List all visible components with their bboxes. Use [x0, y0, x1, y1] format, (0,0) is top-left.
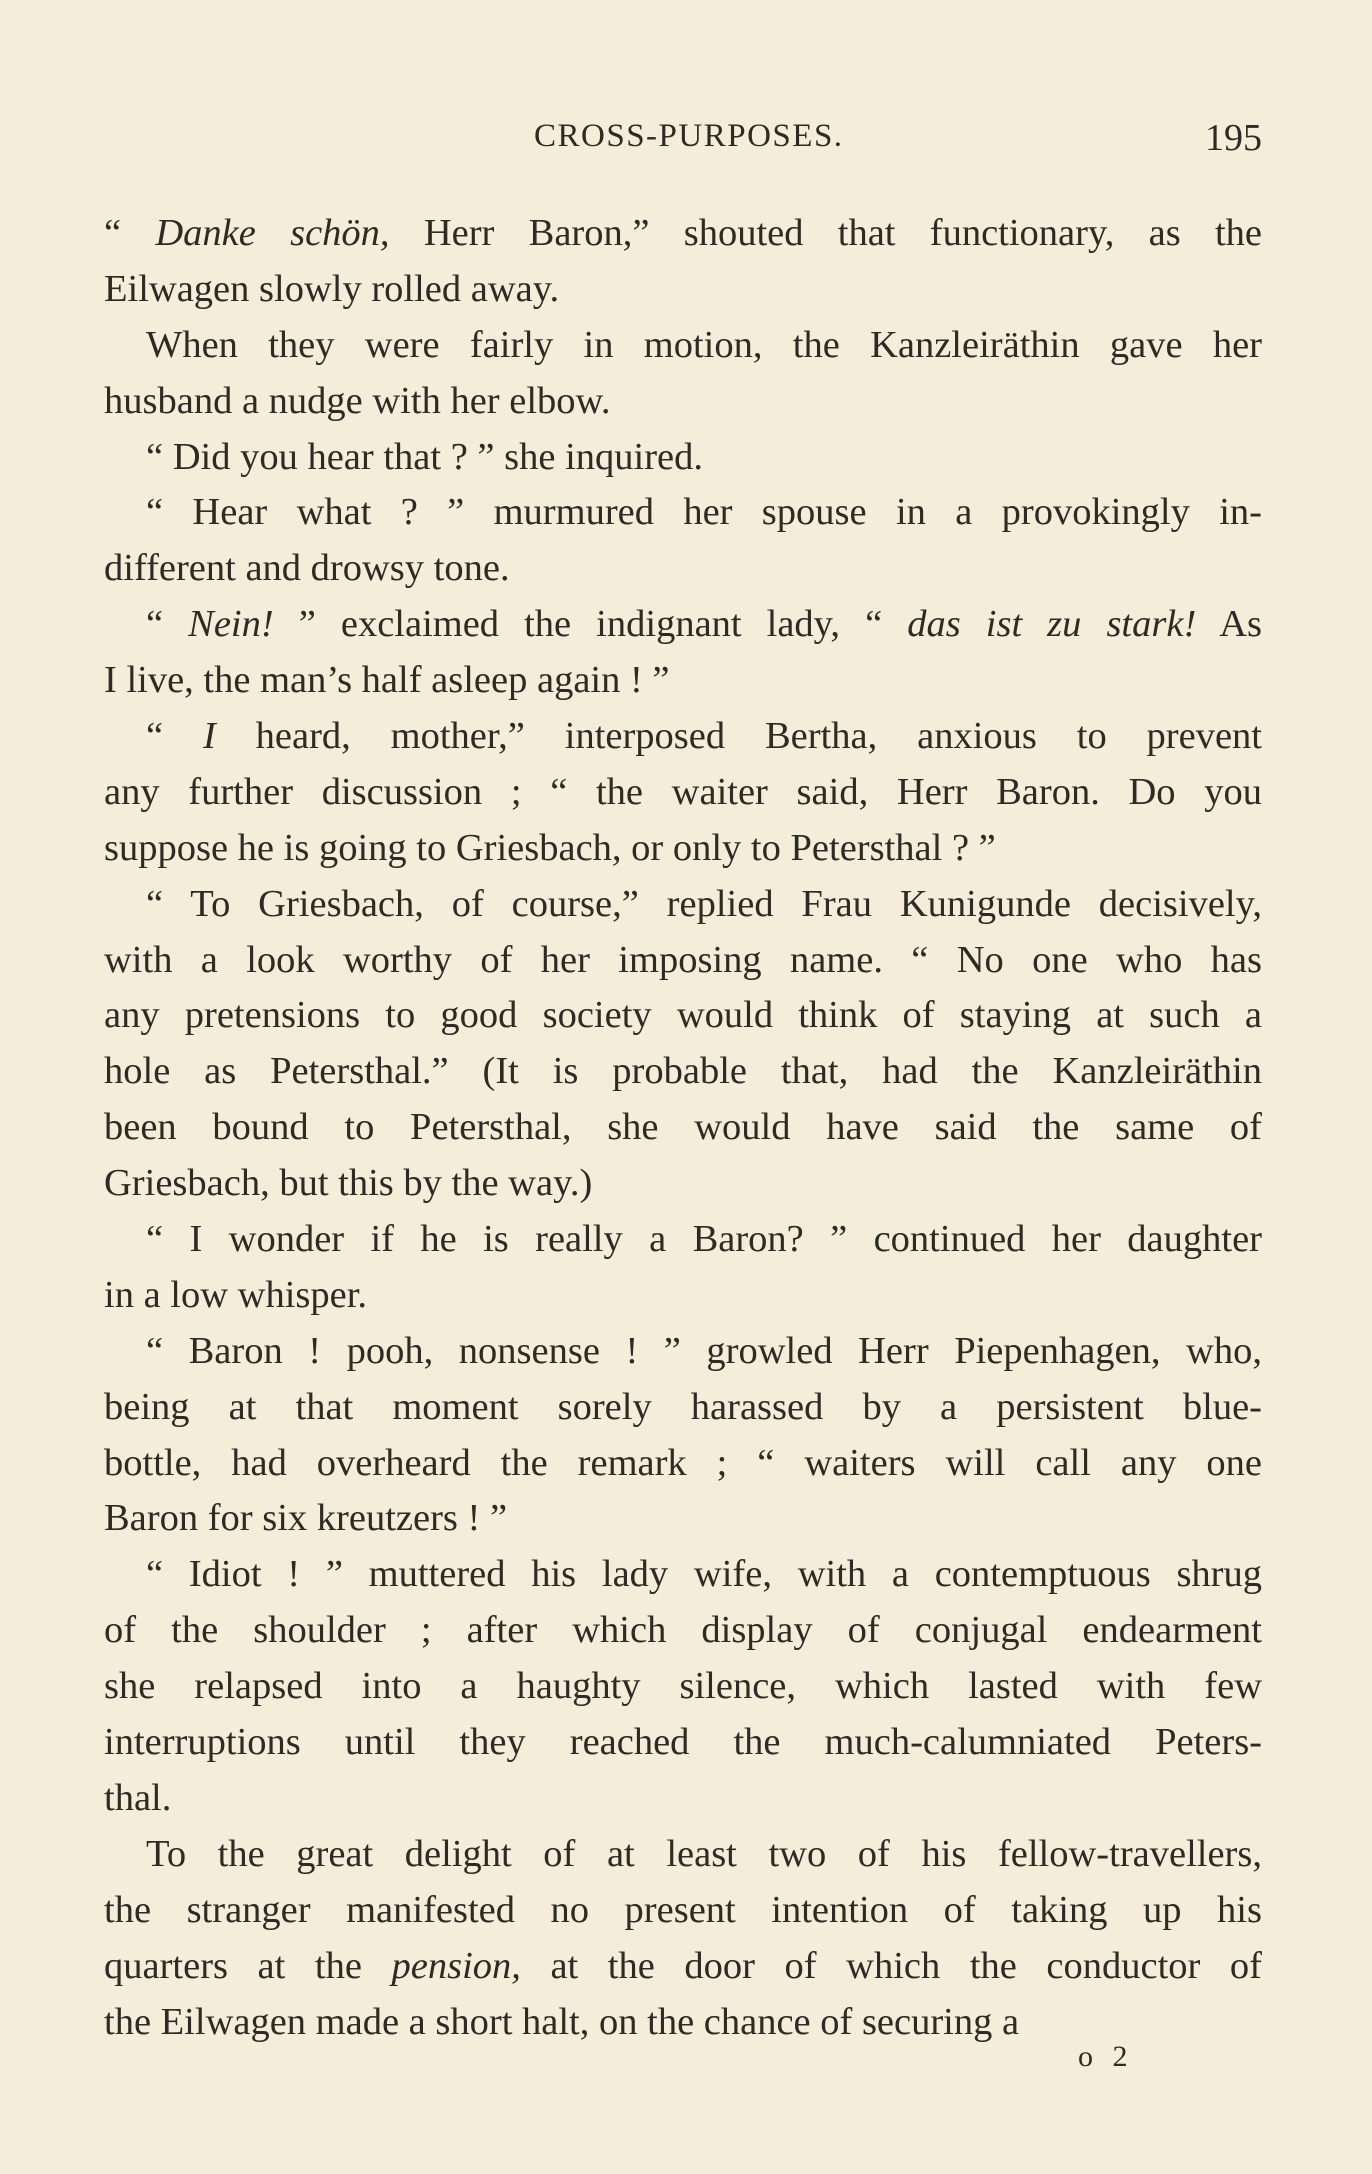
- text-line: [104, 653, 1262, 709]
- paragraph: [104, 709, 1262, 877]
- text-segment: in a low whisper.: [104, 1273, 368, 1316]
- text-line: [104, 1827, 1262, 1883]
- text-segment: different and drowsy tone.: [104, 547, 510, 590]
- paragraph: [104, 597, 1262, 709]
- text-line: [104, 1939, 1262, 1995]
- text-segment: any further discussion ; “ the waiter said, Herr Baron. Do you: [104, 770, 1262, 813]
- paragraph: [104, 206, 1262, 318]
- paragraph: [104, 1547, 1262, 1826]
- text-line: [104, 541, 1262, 597]
- text-line: [104, 318, 1262, 374]
- page-header: [104, 118, 1262, 168]
- italic-text: das ist zu stark!: [907, 603, 1197, 646]
- text-line: [104, 1324, 1262, 1380]
- text-segment: Griesbach, but this by the way.): [104, 1162, 593, 1205]
- text-segment: bottle, had overheard the remark ; “ waiters will call any one: [104, 1441, 1262, 1484]
- text-line: [104, 1603, 1262, 1659]
- text-segment: “ To Griesbach, of course,” replied Frau Kunigunde decisively,: [146, 882, 1262, 925]
- text-segment: she relapsed into a haughty silence, which lasted with few: [104, 1665, 1262, 1708]
- text-segment: Baron for six kreutzers ! ”: [104, 1497, 508, 1540]
- signature-mark: o 2: [1078, 2040, 1134, 2073]
- text-line: [104, 877, 1262, 933]
- text-segment: quarters at the: [104, 1944, 392, 1987]
- text-line: [104, 374, 1262, 430]
- paragraph: [104, 1324, 1262, 1548]
- italic-text: Nein!: [188, 603, 274, 646]
- text-line: [104, 709, 1262, 765]
- text-segment: any pretensions to good society would think of staying at such a: [104, 994, 1262, 1037]
- text-segment: interruptions until they reached the much-calumniated Peters-: [104, 1721, 1262, 1764]
- running-title: CROSS-PURPOSES.: [534, 118, 844, 154]
- text-segment: As: [1196, 603, 1262, 646]
- text-segment: at the door of which the conductor of: [520, 1944, 1262, 1987]
- text-segment: When they were fairly in motion, the Kanzleiräthin gave her: [146, 323, 1262, 366]
- text-segment: with a look worthy of her imposing name. “ No one who has: [104, 938, 1262, 981]
- paragraph: [104, 1212, 1262, 1324]
- text-line: [104, 1380, 1262, 1436]
- text-segment: husband a nudge with her elbow.: [104, 379, 611, 422]
- text-line: [104, 1268, 1262, 1324]
- text-segment: of the shoulder ; after which display of conjugal endearment: [104, 1609, 1262, 1652]
- text-line: [104, 1044, 1262, 1100]
- text-segment: Eilwagen slowly rolled away.: [104, 267, 560, 310]
- text-line: [104, 821, 1262, 877]
- text-segment: heard, mother,” interposed Bertha, anxious to prevent: [215, 715, 1262, 758]
- text-segment: being at that moment sorely harassed by a persistent blue-: [104, 1385, 1262, 1428]
- text-segment: thal.: [104, 1776, 172, 1819]
- text-segment: I live, the man’s half asleep again ! ”: [104, 659, 670, 702]
- text-line: [104, 988, 1262, 1044]
- text-line: [104, 765, 1262, 821]
- text-segment: “ Baron ! pooh, nonsense ! ” growled Herr Piepenhagen, who,: [146, 1329, 1262, 1372]
- text-segment: the Eilwagen made a short halt, on the chance of securing a: [104, 2000, 1020, 2043]
- text-segment: “: [104, 212, 156, 254]
- text-line: [104, 1659, 1262, 1715]
- italic-text: Danke schön,: [155, 212, 390, 254]
- text-segment: been bound to Petersthal, she would have said the same of: [104, 1106, 1262, 1149]
- paragraph: [104, 430, 1262, 486]
- text-line: [104, 597, 1262, 653]
- paragraph: [104, 1827, 1262, 2051]
- text-line: [104, 1715, 1262, 1771]
- text-segment: Herr Baron,” shouted that functionary, as the: [389, 212, 1262, 254]
- text-segment: ” exclaimed the indignant lady, “: [273, 603, 908, 646]
- paragraph: [104, 485, 1262, 597]
- text-line: [104, 262, 1262, 318]
- text-line: [104, 1436, 1262, 1492]
- text-line: [104, 430, 1262, 486]
- text-line: [104, 1771, 1262, 1827]
- text-line: [104, 1212, 1262, 1268]
- text-segment: “: [146, 715, 203, 758]
- text-segment: “ I wonder if he is really a Baron? ” continued her daughter: [146, 1218, 1262, 1261]
- paragraph: [104, 318, 1262, 430]
- text-segment: “: [146, 603, 189, 646]
- text-segment: “ Idiot ! ” muttered his lady wife, with a contemptuous shrug: [146, 1553, 1262, 1596]
- page-number: 195: [1205, 117, 1262, 159]
- text-segment: To the great delight of at least two of his fellow-travellers,: [146, 1832, 1262, 1875]
- text-segment: “ Did you hear that ? ” she inquired.: [146, 435, 703, 478]
- text-line: [104, 933, 1262, 989]
- text-segment: hole as Petersthal.” (It is probable that, had the Kanzleiräthin: [104, 1050, 1262, 1093]
- text-line: [104, 1547, 1262, 1603]
- italic-text: I: [202, 715, 216, 758]
- text-line: [104, 485, 1262, 541]
- text-segment: the stranger manifested no present intention of taking up his: [104, 1888, 1262, 1931]
- text-line: [104, 1491, 1262, 1547]
- italic-text: pension,: [391, 1944, 521, 1987]
- paragraph: [104, 877, 1262, 1212]
- text-line: [104, 1883, 1262, 1939]
- text-segment: suppose he is going to Griesbach, or only to Petersthal ? ”: [104, 826, 996, 869]
- text-line: [104, 1100, 1262, 1156]
- body-text: [104, 206, 1262, 2050]
- text-segment: “ Hear what ? ” murmured her spouse in a provokingly in-: [146, 491, 1262, 534]
- text-line: [104, 206, 1262, 262]
- text-line: [104, 1156, 1262, 1212]
